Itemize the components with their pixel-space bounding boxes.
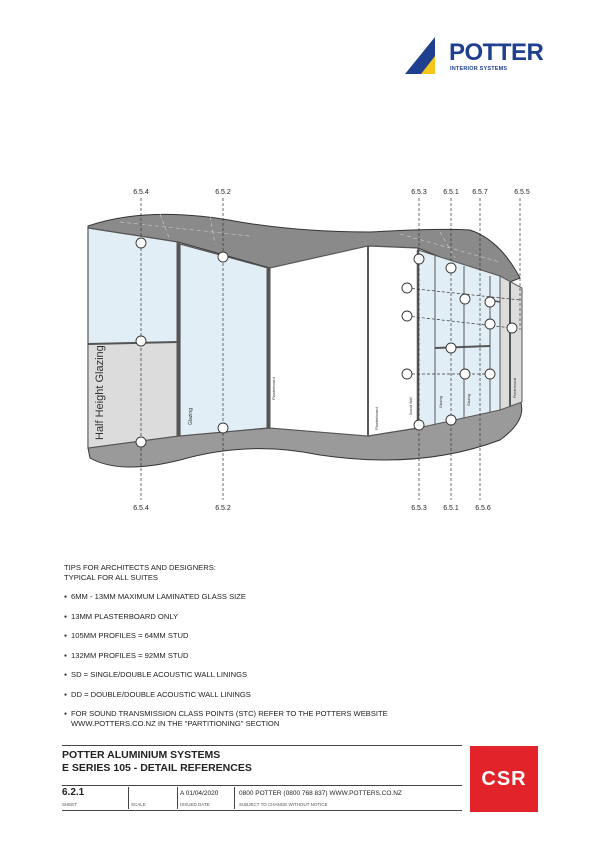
label-half-height-glazing: Half Height Glazing — [94, 345, 106, 440]
label-plasterboard-2: Plasterboard — [374, 407, 379, 430]
callout-bottom-3: 6.5.3 — [411, 505, 427, 512]
bullet-icon: ● — [64, 672, 68, 678]
bullet-icon: ● — [64, 594, 68, 600]
callout-top-4: 6.5.1 — [443, 189, 459, 196]
title-block-mid-rule — [62, 785, 462, 786]
bullet-icon: ● — [64, 711, 68, 717]
callout-bottom-4: 6.5.1 — [443, 505, 459, 512]
contact-caption: SUBJECT TO CHANGE WITHOUT NOTICE — [239, 802, 328, 807]
tip-item: ● DD = DOUBLE/DOUBLE ACOUSTIC WALL LININGS — [64, 689, 251, 699]
tips-heading-line2: TYPICAL FOR ALL SUITES — [64, 573, 158, 582]
callout-bottom-2: 6.5.2 — [215, 505, 231, 512]
callout-top-2: 6.5.2 — [215, 189, 231, 196]
label-plasterboard-1: Plasterboard — [271, 377, 276, 400]
tips-heading — [64, 563, 404, 583]
divider — [177, 787, 178, 809]
top-callouts — [133, 189, 530, 196]
contact-info: 0800 POTTER (0800 768 837) WWW.POTTERS.CO.NZ — [239, 790, 402, 797]
bullet-icon: ● — [64, 613, 68, 620]
date-caption: ISSUED DATE — [180, 802, 210, 807]
issued-date: A 01/04/2020 — [180, 790, 219, 797]
footer-title-1: POTTER ALUMINIUM SYSTEMS — [62, 749, 221, 761]
bullet-icon: ● — [64, 633, 68, 639]
sheet-caption: SHEET — [62, 802, 78, 807]
label-a: Sound Wall — [409, 397, 413, 415]
bullet-icon: ● — [64, 691, 68, 698]
callout-top-6: 6.5.5 — [514, 189, 530, 196]
callout-top-3: 6.5.3 — [411, 189, 427, 196]
tips-heading-line1: TIPS FOR ARCHITECTS AND DESIGNERS: — [64, 563, 216, 572]
logo-brand: POTTER — [449, 39, 544, 66]
divider — [128, 787, 129, 809]
callout-bottom-5: 6.5.6 — [475, 505, 491, 512]
tips-section — [64, 563, 404, 739]
bullet-icon: ● — [64, 652, 68, 659]
tip-item: ● 13MM PLASTERBOARD ONLY — [64, 611, 179, 621]
tip-item: ● 6MM - 13MM MAXIMUM LAMINATED GLASS SIZE — [64, 592, 246, 601]
tip-item: ● 132MM PROFILES = 92MM STUD — [64, 650, 189, 660]
csr-logo: CSR — [470, 746, 538, 812]
callout-top-1: 6.5.4 — [133, 189, 149, 196]
title-block-bottom-rule — [62, 810, 462, 811]
logo-tagline: INTERIOR SYSTEMS — [450, 66, 508, 72]
callout-top-5: 6.5.7 — [472, 189, 488, 196]
callout-bottom-1: 6.5.4 — [133, 505, 149, 512]
footer-title-2: E SERIES 105 - DETAIL REFERENCES — [62, 762, 252, 774]
scale-caption: SCALE — [131, 802, 146, 807]
label-b: Glazing — [439, 396, 443, 408]
label-glazing: Glazing — [188, 408, 194, 425]
label-d: Plasterboard — [513, 378, 517, 398]
tip-item: ● 105MM PROFILES = 64MM STUD — [64, 631, 189, 640]
sheet-number: 6.2.1 — [62, 787, 85, 798]
title-block-top-rule — [62, 745, 462, 746]
divider — [234, 787, 235, 809]
tip-item: ● FOR SOUND TRANSMISSION CLASS POINTS (STC) REFER TO THE POTTERS WEBSITE WWW.POTTERS.CO.NZ IN THE "PARTITIONING" SECTION — [64, 709, 388, 728]
tip-item: ● SD = SINGLE/DOUBLE ACOUSTIC WALL LININGS — [64, 670, 248, 679]
bottom-callouts — [133, 505, 491, 512]
label-c: Glazing — [467, 394, 471, 406]
